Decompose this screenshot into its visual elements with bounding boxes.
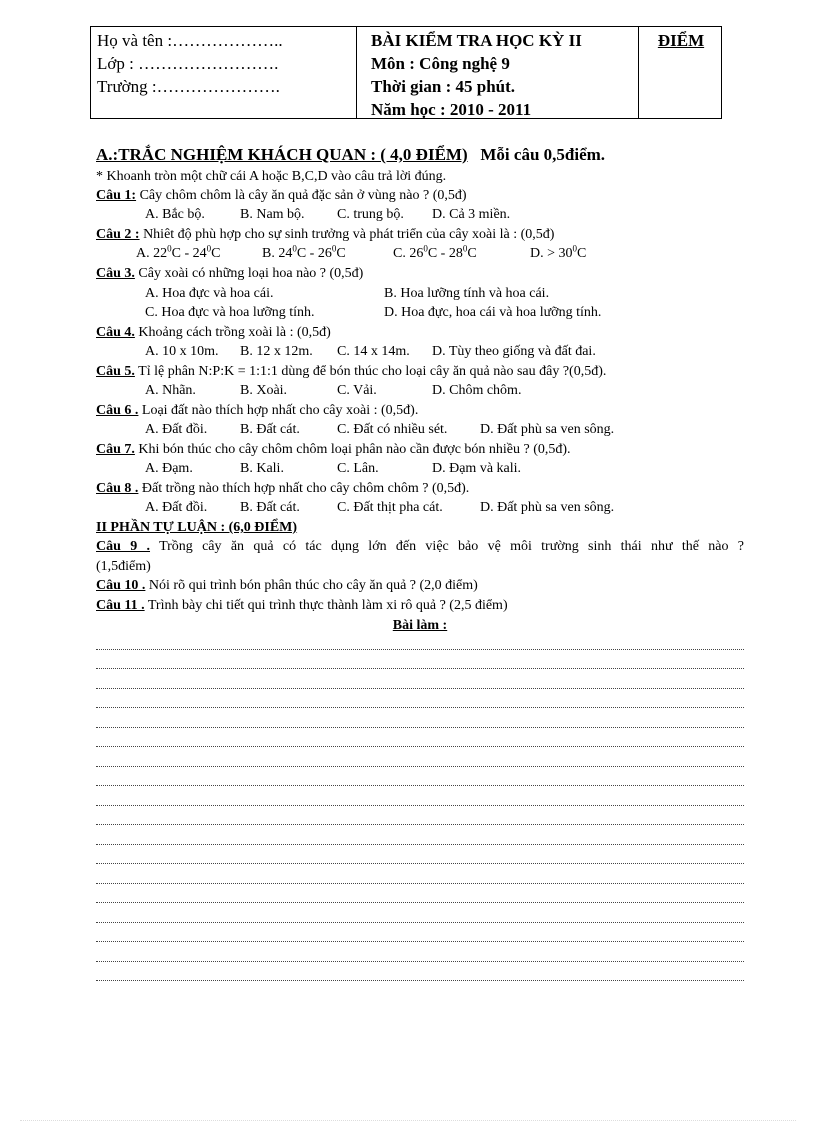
question-11-label: Câu 11 . [96, 598, 145, 613]
section-b-title: II PHẦN TỰ LUẬN : (6,0 ĐIỂM) [96, 520, 298, 535]
question-7-text: Khi bón thúc cho cây chôm chôm loại phân nào cần được bón nhiều ? (0,5đ). [134, 442, 571, 457]
q7-option-d: D. Đạm và kali. [432, 461, 522, 476]
answer-line[interactable] [96, 863, 744, 864]
header-table [90, 26, 722, 119]
q5-option-c: C. Vải. [337, 383, 377, 398]
q4-option-a: A. 10 x 10m. [145, 344, 219, 359]
question-7-label: Câu 7. [96, 442, 135, 457]
answer-line[interactable] [96, 805, 744, 806]
question-5 [96, 363, 606, 381]
question-6 [96, 402, 418, 420]
q2-option-b: B. $24^0C - 26^0C$ [262, 243, 346, 261]
question-4 [96, 324, 331, 342]
answer-title: Bài làm : [392, 618, 448, 633]
q4-option-c: C. 14 x 14m. [337, 344, 410, 359]
q7-option-a: A. Đạm. [145, 461, 193, 476]
score-label: ĐIỂM [657, 31, 705, 50]
question-9 [96, 538, 744, 556]
q7-option-c: C. Lân. [337, 461, 379, 476]
q4-option-d: D. Tùy theo giống và đất đai. [432, 344, 596, 359]
page-edge-line [20, 1120, 796, 1121]
answer-line[interactable] [96, 902, 744, 903]
question-1 [96, 187, 467, 205]
q7-option-b: B. Kali. [240, 461, 284, 476]
exam-subject: Môn : Công nghệ 9 [371, 54, 510, 73]
question-2-text: Nhiêt độ phù hợp cho sự sinh trưởng và phát triển của cây xoài là : (0,5đ) [139, 227, 555, 242]
q8-option-b: B. Đất cát. [240, 500, 300, 515]
q1-option-b: B. Nam bộ. [240, 207, 305, 222]
question-7 [96, 441, 571, 459]
question-6-text: Loại đất nào thích hợp nhất cho cây xoài : (0,5đ). [138, 403, 419, 418]
q3-option-a: A. Hoa đực và hoa cái. [145, 286, 274, 301]
answer-line[interactable] [96, 727, 744, 728]
question-9-points: (1,5điểm) [96, 559, 151, 574]
score-cell [639, 27, 723, 118]
answer-line[interactable] [96, 980, 744, 981]
question-2 [96, 226, 554, 244]
exam-info-cell [357, 27, 639, 118]
answer-line[interactable] [96, 766, 744, 767]
question-8 [96, 480, 469, 498]
answer-line[interactable] [96, 961, 744, 962]
question-4-label: Câu 4. [96, 325, 135, 340]
question-11-text: Trình bày chi tiết qui trình thực thành làm xi rô quả ? (2,5 điểm) [144, 598, 508, 613]
section-a-heading [96, 144, 605, 166]
answer-line[interactable] [96, 844, 744, 845]
q6-option-a: A. Đất đồi. [145, 422, 208, 437]
q8-option-a: A. Đất đồi. [145, 500, 208, 515]
answer-line[interactable] [96, 785, 744, 786]
name-field: Họ và tên :……………….. [97, 31, 283, 50]
question-8-label: Câu 8 . [96, 481, 139, 496]
question-6-label: Câu 6 . [96, 403, 139, 418]
q3-option-c: C. Hoa đực và hoa lưỡng tính. [145, 305, 315, 320]
q6-option-b: B. Đất cát. [240, 422, 300, 437]
q5-option-d: D. Chôm chôm. [432, 383, 522, 398]
school-field: Trường :…………………. [97, 77, 280, 96]
q3-option-b: B. Hoa lưỡng tính và hoa cái. [384, 286, 550, 301]
q5-option-b: B. Xoài. [240, 383, 288, 398]
q8-option-c: C. Đất thịt pha cát. [337, 500, 443, 515]
exam-school-year: Năm học : 2010 - 2011 [371, 100, 532, 119]
answer-line[interactable] [96, 649, 744, 650]
answer-line[interactable] [96, 922, 744, 923]
answer-line[interactable] [96, 941, 744, 942]
question-8-text: Đất trồng nào thích hợp nhất cho cây chôm chôm ? (0,5đ). [138, 481, 470, 496]
q1-option-a: A. Bắc bộ. [145, 207, 205, 222]
question-9-text: Trồng cây ăn quả có tác dụng lớn đến việc bảo vệ môi trường sinh thái như thế nào ? [150, 539, 744, 554]
question-1-text: Cây chôm chôm là cây ăn quả đặc sản ở vùng nào ? (0,5đ) [136, 188, 467, 203]
q8-option-d: D. Đất phù sa ven sông. [480, 500, 615, 515]
q3-option-d: D. Hoa đực, hoa cái và hoa lưỡng tính. [384, 305, 602, 320]
answer-line[interactable] [96, 688, 744, 689]
q6-option-d: D. Đất phù sa ven sông. [480, 422, 615, 437]
q6-option-c: C. Đất có nhiều sét. [337, 422, 448, 437]
question-11 [96, 597, 508, 615]
answer-line[interactable] [96, 707, 744, 708]
question-9-label: Câu 9 . [96, 539, 151, 554]
question-3-text: Cây xoài có những loại hoa nào ? (0,5đ) [134, 266, 364, 281]
exam-time: Thời gian : 45 phút. [371, 77, 516, 96]
question-3-label: Câu 3. [96, 266, 135, 281]
q2-option-d: D. > $30^0C$ [530, 243, 587, 261]
answer-line[interactable] [96, 668, 744, 669]
question-5-label: Câu 5. [96, 364, 135, 379]
exam-title: BÀI KIỂM TRA HỌC KỲ II [371, 31, 582, 50]
question-1-label: Câu 1: [96, 188, 137, 203]
q1-option-c: C. trung bộ. [337, 207, 404, 222]
question-10-text: Nói rõ qui trình bón phân thúc cho cây ăn quả ? (2,0 điểm) [145, 578, 478, 593]
question-4-text: Khoảng cách trồng xoài là : (0,5đ) [134, 325, 331, 340]
section-a-title: A.:TRẮC NGHIỆM KHÁCH QUAN : ( 4,0 ĐIỂM) [96, 145, 468, 164]
answer-line[interactable] [96, 746, 744, 747]
q4-option-b: B. 12 x 12m. [240, 344, 313, 359]
question-10 [96, 577, 478, 595]
instruction: * Khoanh tròn một chữ cái A hoặc B,C,D vào câu trả lời đúng. [96, 169, 447, 184]
q1-option-d: D. Cả 3 miền. [432, 207, 511, 222]
question-10-label: Câu 10 . [96, 578, 146, 593]
question-5-text: Tỉ lệ phân N:P:K = 1:1:1 dùng để bón thúc cho loại cây ăn quả nào sau đây ?(0,5đ). [134, 364, 607, 379]
q2-option-c: C. $26^0C - 28^0C$ [393, 243, 477, 261]
class-field: Lớp : ……………………. [97, 54, 279, 73]
student-info-cell [91, 27, 357, 118]
section-a-note: Mỗi câu 0,5điểm. [480, 145, 606, 164]
question-2-label: Câu 2 : [96, 227, 140, 242]
q2-option-a: A. $22^0C - 24^0C$ [136, 243, 221, 261]
answer-line[interactable] [96, 883, 744, 884]
answer-line[interactable] [96, 824, 744, 825]
q5-option-a: A. Nhãn. [145, 383, 196, 398]
question-3 [96, 265, 363, 283]
